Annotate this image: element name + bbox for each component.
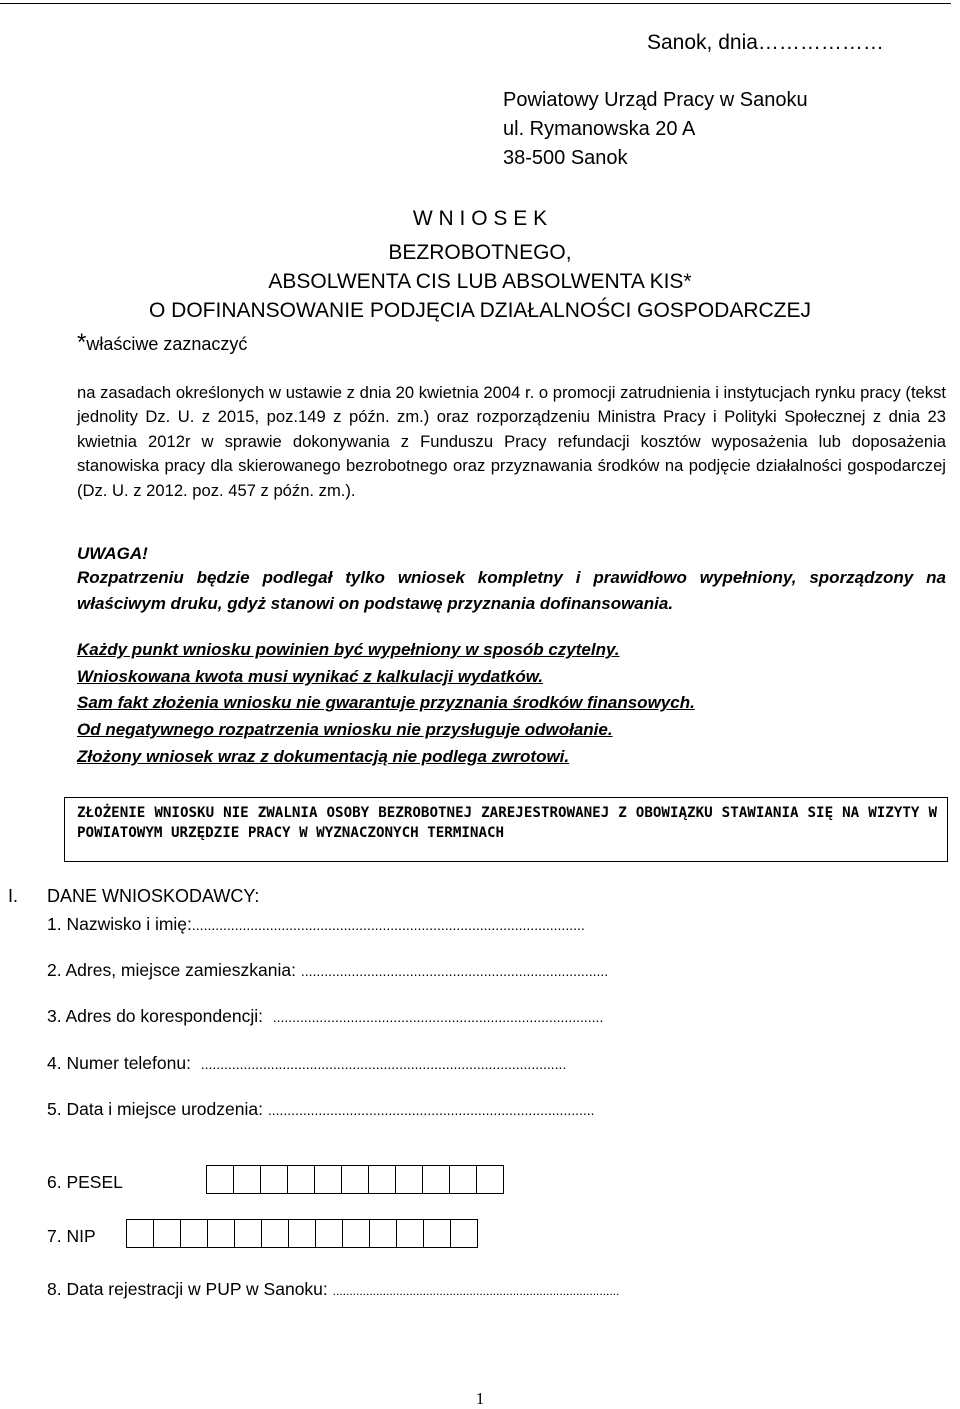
pesel-digit-box[interactable] [314,1165,342,1194]
nip-digit-box[interactable] [153,1219,181,1248]
nip-digit-box[interactable] [315,1219,343,1248]
nip-digit-box[interactable] [261,1219,289,1248]
boxed-notice: ZŁOŻENIE WNIOSKU NIE ZWALNIA OSOBY BEZROBOTNEJ ZAREJESTROWANEJ Z OBOWIĄZKU STAWIANIA SIĘ NA WIZYTY W POWIATOWYM URZĘDZIE PRACY W WYZNACZONYCH TERMINACH [64,797,948,862]
nip-digit-box[interactable] [396,1219,424,1248]
field-phone-input[interactable]: .............................................................................................. [200,1056,567,1072]
field-registration [47,1279,619,1300]
field-correspondence-label: 3. Adres do korespondencji: [47,1006,263,1026]
recipient-street: ul. Rymanowska 20 A [503,118,696,140]
rule-line-2: Wnioskowana kwota musi wynikać z kalkulacji wydatków. [77,667,544,686]
title-line-3: ABSOLWENTA CIS LUB ABSOLWENTA KIS* [268,270,692,293]
rule-line-1: Każdy punkt wniosku powinien być wypełniony w sposób czytelny. [77,640,620,659]
recipient-office: Powiatowy Urząd Pracy w Sanoku [503,89,808,111]
field-name-input[interactable]: ..................................................................................................... [191,917,585,933]
warning-title: UWAGA! [77,544,148,563]
nip-digit-box[interactable] [180,1219,208,1248]
pesel-digit-box[interactable] [341,1165,369,1194]
pesel-boxes[interactable] [206,1165,504,1194]
pesel-digit-box[interactable] [206,1165,234,1194]
warning-body: Rozpatrzeniu będzie podlegał tylko wniosek kompletny i prawidłowo wypełniony, sporządzony na właściwym druku, gdyż stanowi on podstawę przyznania dofinansowania. [77,568,946,613]
pesel-digit-box[interactable] [368,1165,396,1194]
title-line-2: BEZROBOTNEGO, [388,241,572,264]
pesel-digit-box[interactable] [287,1165,315,1194]
top-rule [0,3,951,4]
footnote-star: * [77,329,87,356]
nip-digit-box[interactable] [234,1219,262,1248]
field-birth-input[interactable]: .................................................................................... [267,1102,595,1118]
footnote [77,329,247,357]
pesel-digit-box[interactable] [422,1165,450,1194]
field-address-label: 2. Adres, miejsce zamieszkania: [47,960,296,980]
recipient-city: 38-500 Sanok [503,147,628,169]
place-date: Sanok, dnia……………… [647,31,884,54]
field-address [47,960,608,981]
page-number: 1 [475,1389,485,1408]
title-line-4: O DOFINANSOWANIE PODJĘCIA DZIAŁALNOŚCI GOSPODARCZEJ [149,299,811,322]
pesel-digit-box[interactable] [449,1165,477,1194]
pesel-digit-box[interactable] [233,1165,261,1194]
section-number: I. [8,886,19,906]
field-nip-label: 7. NIP [47,1226,96,1246]
rule-line-3: Sam fakt złożenia wniosku nie gwarantuje przyznania środków finansowych. [77,693,695,712]
legal-basis: na zasadach określonych w ustawie z dnia 20 kwietnia 2004 r. o promocji zatrudnienia i instytucjach rynku pracy (tekst jednolity Dz. U. z 2015, poz.149 z późn. zm.) oraz rozporządzeniu Ministra Pracy i Polityki Społecznej z dnia 23 kwietnia 2012r w sprawie dokonywania z Funduszu Pracy refundacji kosztów wyposażenia lub doposażenia stanowiska pracy dla skierowanego bezrobotnego oraz przyznawania środków na podjęcie działalności gospodarczej (Dz. U. z 2012. poz. 457 z późn. zm.). [77,383,946,500]
pesel-digit-box[interactable] [260,1165,288,1194]
section-title: DANE WNIOSKODAWCY: [47,886,260,906]
pesel-digit-box[interactable] [476,1165,504,1194]
nip-boxes[interactable] [126,1219,478,1248]
nip-digit-box[interactable] [342,1219,370,1248]
field-name-label: 1. Nazwisko i imię: [47,914,192,934]
nip-digit-box[interactable] [450,1219,478,1248]
footnote-text: właściwe zaznaczyć [86,334,248,354]
field-correspondence-input[interactable]: ..................................................................................... [272,1009,604,1025]
field-registration-input[interactable]: ...................................................................................... [332,1284,620,1298]
field-correspondence [47,1006,603,1027]
field-phone [47,1053,566,1074]
field-phone-label: 4. Numer telefonu: [47,1053,191,1073]
title-line-1: W N I O S E K [412,207,548,230]
nip-digit-box[interactable] [369,1219,397,1248]
field-birth-label: 5. Data i miejsce urodzenia: [47,1099,263,1119]
field-birth [47,1099,595,1120]
pesel-digit-box[interactable] [395,1165,423,1194]
nip-digit-box[interactable] [207,1219,235,1248]
nip-digit-box[interactable] [126,1219,154,1248]
nip-digit-box[interactable] [423,1219,451,1248]
field-registration-label: 8. Data rejestracji w PUP w Sanoku: [47,1279,328,1299]
nip-digit-box[interactable] [288,1219,316,1248]
field-name [47,914,585,935]
rule-line-4: Od negatywnego rozpatrzenia wniosku nie przysługuje odwołanie. [77,720,613,739]
field-address-input[interactable]: ............................................................................... [300,963,609,979]
field-pesel-label: 6. PESEL [47,1172,123,1192]
rule-line-5: Złożony wniosek wraz z dokumentacją nie podlega zwrotowi. [77,747,570,766]
